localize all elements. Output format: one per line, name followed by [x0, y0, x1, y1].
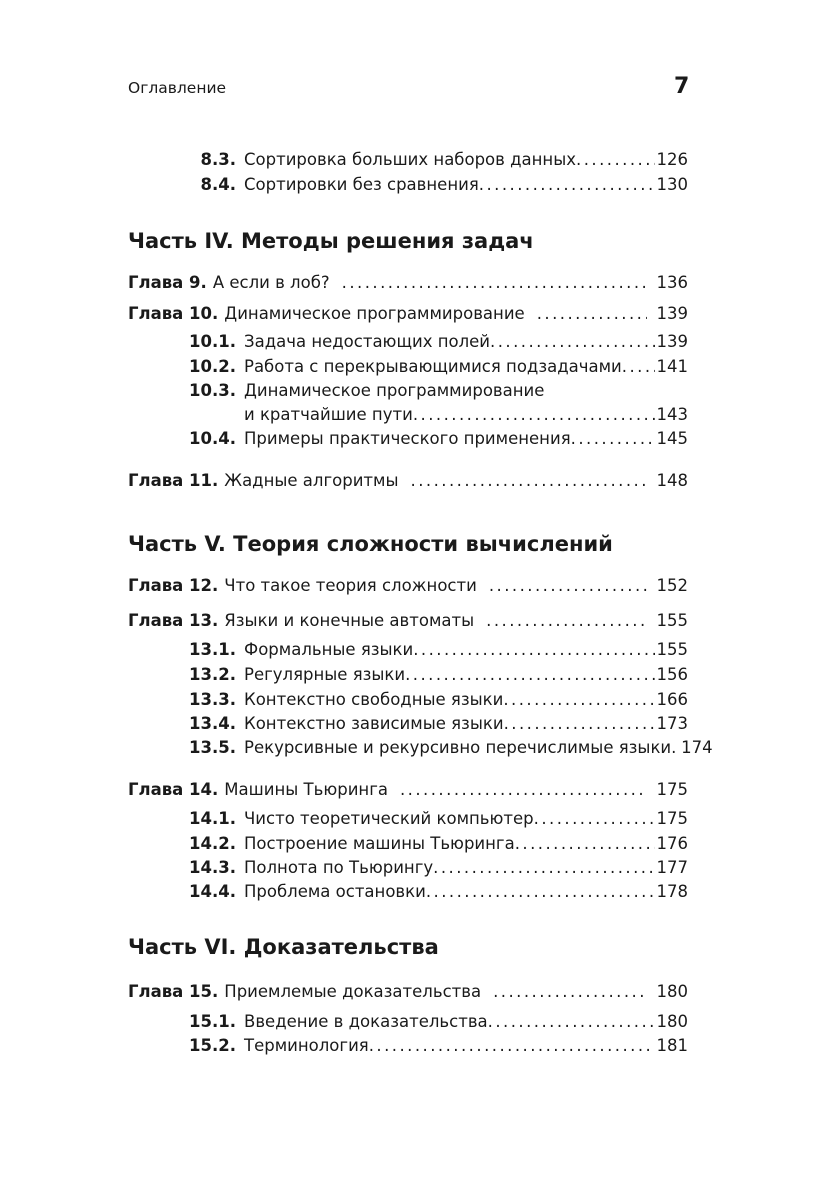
- entry-title: Динамическое программирование: [244, 381, 545, 400]
- entry-page: 156: [656, 665, 688, 684]
- toc-chapter-10: [128, 304, 688, 324]
- entry-number: 8.3.: [200, 150, 236, 169]
- entry-title: Сортировки без сравнения: [244, 175, 479, 194]
- chapter-title: Жадные алгоритмы: [224, 471, 399, 490]
- toc-chapter-13: [128, 611, 688, 631]
- entry-number: 13.5.: [189, 738, 236, 757]
- entry-page: 141: [656, 357, 688, 376]
- entry-title: Контекстно свободные языки: [244, 690, 504, 709]
- chapter-title: Языки и конечные автоматы: [224, 611, 475, 630]
- entry-page: 181: [656, 1036, 688, 1055]
- entry-page: 130: [656, 175, 688, 194]
- chapter-number: Глава 12.: [128, 576, 219, 595]
- toc-entry-13-1: [158, 640, 688, 660]
- toc-entry-14-4: [158, 882, 688, 902]
- entry-number: 10.2.: [189, 357, 236, 376]
- chapter-title: Что такое теория сложности: [224, 576, 477, 595]
- entry-title: Терминология: [244, 1036, 369, 1055]
- toc-entry-15-2: [158, 1036, 688, 1056]
- dot-leader: [493, 982, 646, 1002]
- chapter-number: Глава 15.: [128, 982, 219, 1001]
- entry-title: Примеры практического применения: [244, 429, 571, 448]
- chapter-number: Глава 10.: [128, 304, 219, 323]
- dot-leader: [411, 471, 647, 491]
- dot-leader: [479, 175, 655, 195]
- chapter-number: Глава 13.: [128, 611, 219, 630]
- dot-leader: [413, 405, 655, 425]
- entry-title: Работа с перекрывающимися подзадачами: [244, 357, 622, 376]
- entry-title: Сортировка больших наборов данных: [244, 150, 577, 169]
- entry-title-continuation: и кратчайшие пути: [244, 405, 413, 424]
- running-title: Оглавление: [128, 79, 227, 97]
- chapter-title: А если в лоб?: [212, 273, 330, 292]
- chapter-page: 155: [656, 611, 688, 630]
- toc-entry-8-3: [158, 150, 688, 170]
- entry-page: 178: [656, 882, 688, 901]
- entry-page: 173: [656, 714, 688, 733]
- entry-page: 126: [656, 150, 688, 169]
- toc-entry-13-3: [158, 690, 688, 710]
- dot-leader: [433, 858, 654, 878]
- entry-page: 145: [656, 429, 688, 448]
- chapter-page: 175: [656, 780, 688, 799]
- dot-leader: [515, 834, 655, 854]
- entry-page: 176: [656, 834, 688, 853]
- entry-number: 14.4.: [189, 882, 236, 901]
- dot-leader: [671, 738, 679, 758]
- entry-number: 15.2.: [189, 1036, 236, 1055]
- dot-leader: [622, 357, 655, 377]
- toc-entry-15-1: [158, 1012, 688, 1032]
- chapter-page: 139: [656, 304, 688, 323]
- toc-entry-13-4: [158, 714, 688, 734]
- chapter-number: Глава 14.: [128, 780, 219, 799]
- dot-leader: [489, 576, 647, 596]
- entry-number: 14.2.: [189, 834, 236, 853]
- dot-leader: [503, 690, 654, 710]
- entry-title: Рекурсивные и рекурсивно перечислимые языки: [244, 738, 672, 757]
- entry-page: 174: [681, 738, 713, 757]
- toc-chapter-12: [128, 576, 688, 596]
- dot-leader: [534, 809, 655, 829]
- toc-chapter-14: [128, 780, 688, 800]
- entry-title: Введение в доказательства: [244, 1012, 488, 1031]
- toc-entry-10-3: [158, 381, 688, 401]
- dot-leader: [571, 429, 655, 449]
- chapter-page: 152: [656, 576, 688, 595]
- chapter-title: Машины Тьюринга: [224, 780, 388, 799]
- toc-chapter-9: [128, 273, 688, 293]
- entry-title: Формальные языки: [244, 640, 414, 659]
- entry-page: 155: [656, 640, 688, 659]
- toc-entry-8-4: [158, 175, 688, 195]
- entry-number: 15.1.: [189, 1012, 236, 1031]
- entry-number: 13.3.: [189, 690, 236, 709]
- entry-number: 10.4.: [189, 429, 236, 448]
- toc-entry-13-2: [158, 665, 688, 685]
- toc-entry-10-1: [158, 332, 688, 352]
- entry-title: Контекстно зависимые языки: [244, 714, 504, 733]
- chapter-page: 148: [656, 471, 688, 490]
- entry-title: Полнота по Тьюрингу: [244, 858, 434, 877]
- entry-number: 13.2.: [189, 665, 236, 684]
- dot-leader: [504, 714, 655, 734]
- chapter-title: Приемлемые доказательства: [224, 982, 482, 1001]
- dot-leader: [426, 882, 655, 902]
- entry-page: 175: [656, 809, 688, 828]
- chapter-page: 180: [656, 982, 688, 1001]
- dot-leader: [405, 665, 654, 685]
- toc-entry-14-1: [158, 809, 688, 829]
- entry-page: 143: [656, 405, 688, 424]
- toc-entry-10-3-cont: [158, 405, 688, 425]
- dot-leader: [413, 640, 654, 660]
- part-heading-6: Часть VI. Доказательства: [128, 935, 439, 959]
- dot-leader: [537, 304, 647, 324]
- part-heading-5: Часть V. Теория сложности вычислений: [128, 532, 613, 556]
- entry-page: 177: [656, 858, 688, 877]
- entry-page: 180: [656, 1012, 688, 1031]
- entry-title: Чисто теоретический компьютер: [244, 809, 534, 828]
- entry-page: 166: [656, 690, 688, 709]
- entry-number: 8.4.: [200, 175, 236, 194]
- entry-page: 139: [656, 332, 688, 351]
- chapter-number: Глава 11.: [128, 471, 219, 490]
- entry-number: 13.4.: [189, 714, 236, 733]
- chapter-page: 136: [656, 273, 688, 292]
- toc-entry-14-3: [158, 858, 688, 878]
- chapter-title: Динамическое программирование: [224, 304, 525, 323]
- dot-leader: [488, 1012, 655, 1032]
- page-number: 7: [674, 74, 690, 99]
- entry-number: 10.3.: [189, 381, 236, 400]
- entry-title: Задача недостающих полей: [244, 332, 491, 351]
- toc-chapter-15: [128, 982, 688, 1002]
- entry-title: Регулярные языки: [244, 665, 406, 684]
- toc-entry-10-2: [158, 357, 688, 377]
- part-heading-4: Часть IV. Методы решения задач: [128, 229, 534, 253]
- entry-title: Проблема остановки: [244, 882, 426, 901]
- dot-leader: [490, 332, 654, 352]
- dot-leader: [486, 611, 646, 631]
- entry-number: 13.1.: [189, 640, 236, 659]
- entry-number: 14.1.: [189, 809, 236, 828]
- entry-number: 14.3.: [189, 858, 236, 877]
- toc-chapter-11: [128, 471, 688, 491]
- chapter-number: Глава 9.: [128, 273, 207, 292]
- dot-leader: [342, 273, 647, 293]
- toc-entry-14-2: [158, 834, 688, 854]
- entry-number: 10.1.: [189, 332, 236, 351]
- dot-leader: [576, 150, 654, 170]
- dot-leader: [400, 780, 647, 800]
- entry-title: Построение машины Тьюринга: [244, 834, 515, 853]
- dot-leader: [369, 1036, 655, 1056]
- toc-entry-13-5: [158, 738, 713, 758]
- toc-entry-10-4: [158, 429, 688, 449]
